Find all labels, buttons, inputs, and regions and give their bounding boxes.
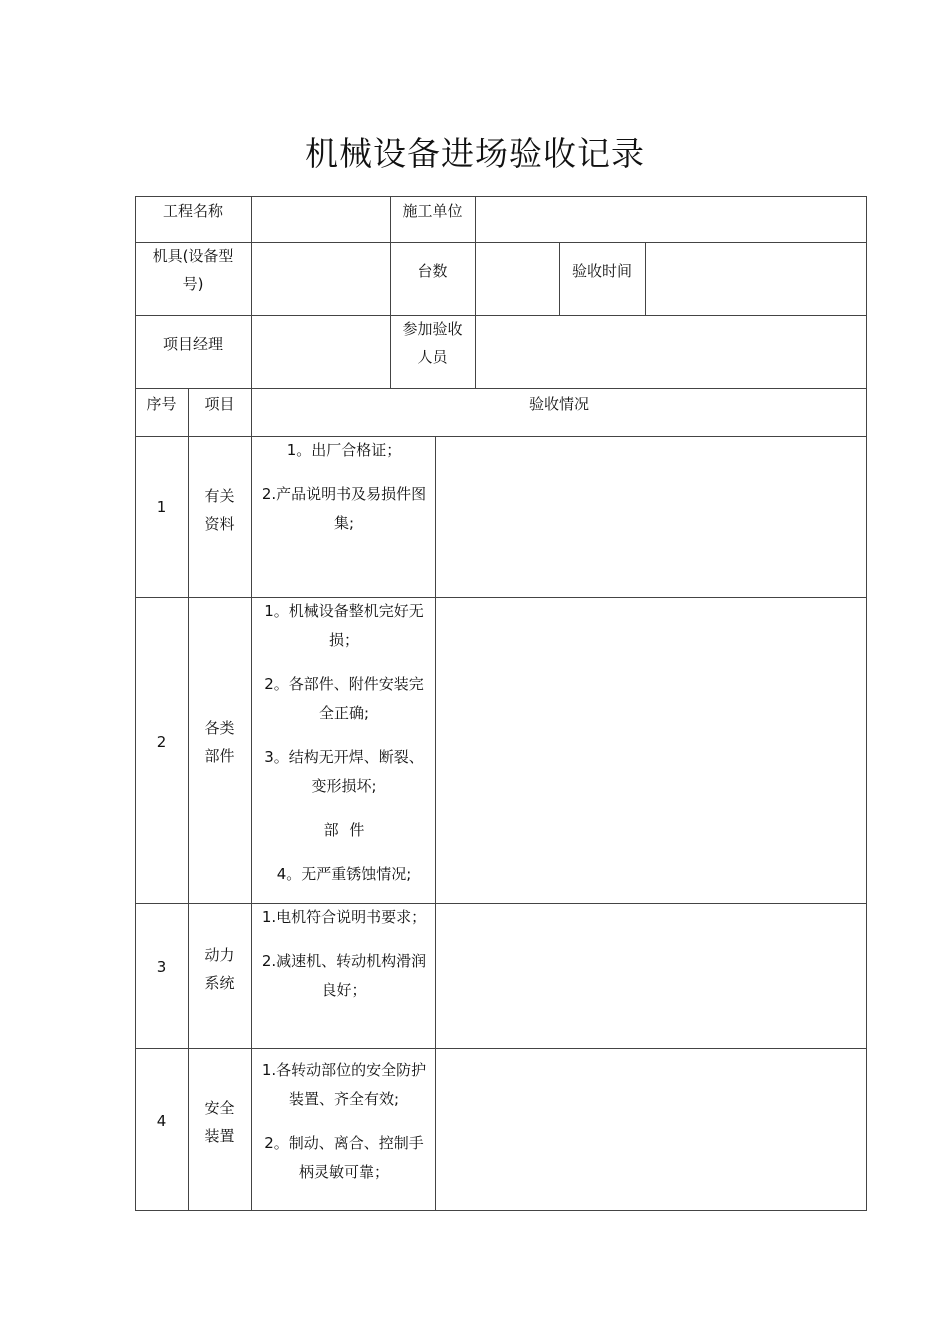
row-item-line2: 装置	[204, 1127, 235, 1145]
row-criteria	[252, 903, 436, 1020]
column-header-item	[188, 390, 251, 418]
row-seq	[135, 437, 188, 577]
project-name-label-text: 工程名称	[162, 202, 223, 220]
row-item-line1: 动力	[204, 946, 235, 964]
criteria-item: 2。各部件、附件安装完全正确;	[264, 675, 424, 722]
criteria-item: 1.电机符合说明书要求；	[261, 908, 427, 926]
contractor-label	[390, 197, 475, 225]
row-result-field[interactable]	[436, 1049, 866, 1210]
inspectors-label-line1: 参加验收	[402, 320, 463, 338]
quantity-label	[390, 243, 475, 299]
row-item-line2: 资料	[204, 514, 235, 533]
row-seq-text: 4	[156, 1112, 167, 1130]
column-header-result-text: 验收情况	[528, 395, 589, 413]
criteria-item: 1。机械设备整机完好无损；	[264, 602, 424, 649]
project-name-label	[135, 197, 251, 225]
grid-line	[135, 388, 867, 389]
row-item-line2: 部件	[204, 747, 235, 765]
project-manager-label	[135, 316, 251, 372]
criteria-item: 2。制动、离合、控制手柄灵敏可靠；	[264, 1134, 424, 1181]
row-item-line1: 各类	[204, 719, 235, 737]
project-manager-label-text: 项目经理	[162, 335, 223, 353]
inspection-time-value[interactable]	[646, 243, 866, 315]
project-manager-value[interactable]	[252, 316, 390, 388]
column-header-item-text: 项目	[204, 395, 235, 413]
row-seq-text: 1	[156, 498, 167, 516]
inspectors-label-line2: 人员	[417, 348, 448, 366]
row-criteria	[252, 1056, 436, 1202]
row-result-field[interactable]	[436, 904, 866, 1048]
criteria-item: 4。无严重锈蚀情况;	[276, 865, 412, 883]
page-title: 机械设备进场验收记录	[305, 134, 645, 173]
column-header-seq	[135, 390, 188, 418]
row-seq-text: 3	[156, 958, 167, 976]
inspectors-label	[390, 315, 475, 371]
criteria-item: 1。出厂合格证；	[286, 441, 402, 459]
quantity-label-text: 台数	[417, 262, 448, 280]
row-seq	[135, 904, 188, 1030]
row-item	[188, 1049, 251, 1195]
machine-label	[135, 242, 251, 298]
row-item	[188, 904, 251, 1034]
inspection-time-label	[559, 243, 645, 299]
row-criteria	[252, 597, 436, 904]
row-seq	[135, 598, 188, 886]
inspection-time-label-text: 验收时间	[571, 262, 632, 280]
criteria-item: 3。结构无开焊、断裂、变形损坏;	[264, 748, 424, 795]
project-name-value[interactable]	[252, 197, 390, 242]
machine-value[interactable]	[252, 243, 390, 315]
machine-label-line1: 机具(设备型	[152, 247, 234, 265]
contractor-label-text: 施工单位	[402, 202, 463, 220]
column-header-seq-text: 序号	[146, 395, 177, 413]
row-result-field[interactable]	[436, 598, 866, 903]
machine-label-line2: 号)	[182, 275, 204, 293]
row-item	[188, 437, 251, 582]
inspectors-value[interactable]	[476, 316, 866, 388]
contractor-value[interactable]	[476, 197, 866, 242]
row-seq-text: 2	[156, 733, 167, 751]
row-item-line1: 有关	[204, 486, 235, 505]
row-item-line2: 系统	[204, 974, 235, 992]
criteria-item: 1.各转动部位的安全防护装置、齐全有效;	[261, 1061, 427, 1108]
criteria-item: 部 件	[323, 821, 365, 839]
row-criteria	[252, 436, 436, 553]
row-seq	[135, 1049, 188, 1193]
row-item	[188, 598, 251, 886]
criteria-item: 2.产品说明书及易损件图集;	[261, 485, 427, 532]
row-result-field[interactable]	[436, 437, 866, 597]
criteria-item: 2.减速机、转动机构滑润良好；	[261, 952, 427, 999]
column-header-result	[251, 390, 867, 418]
row-item-line1: 安全	[204, 1099, 235, 1117]
quantity-value[interactable]	[476, 243, 559, 315]
